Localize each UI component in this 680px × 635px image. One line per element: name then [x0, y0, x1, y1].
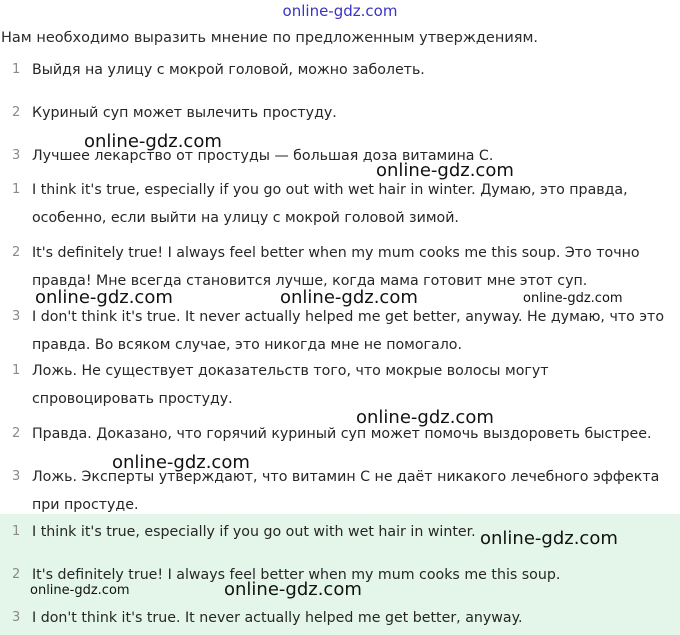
item-number: 1 — [12, 62, 21, 77]
item-text: I think it's true, especially if you go out with wet hair in winter. Думаю, это правда, особенно, если выйти на улицу с мокрой головой зимой. — [32, 182, 628, 226]
item-text: Ложь. Не существует доказательств того, что мокрые волосы могут спровоцировать простуду. — [32, 363, 549, 407]
watermark: online-gdz.com — [480, 528, 618, 549]
item-number: 3 — [12, 148, 21, 163]
item-number: 2 — [12, 426, 21, 441]
intro-text: Нам необходимо выразить мнение по предложенным утверждениям. — [1, 30, 539, 46]
watermark: online-gdz.com — [280, 287, 418, 308]
item-text: It's definitely true! I always feel better when my mum cooks me this soup. — [32, 567, 561, 583]
header-watermark: online-gdz.com — [282, 2, 398, 20]
watermark: online-gdz.com — [84, 131, 222, 152]
item-text: I don't think it's true. It never actually helped me get better, anyway. Не думаю, что это правда. Во всяком случае, это никогда мне не помогало. — [32, 309, 665, 353]
item-text: Правда. Доказано, что горячий куриный суп может помочь выздороветь быстрее. — [32, 426, 652, 442]
item-number: 1 — [12, 524, 21, 539]
watermark: online-gdz.com — [224, 579, 362, 600]
item-text: Куриный суп может вылечить простуду. — [32, 105, 337, 121]
item-number: 1 — [12, 182, 21, 197]
item-number: 2 — [12, 105, 21, 120]
item-text: Выйдя на улицу с мокрой головой, можно заболеть. — [32, 62, 425, 78]
item-text: I don't think it's true. It never actually helped me get better, anyway. — [32, 610, 523, 626]
item-text: It's definitely true! I always feel better when my mum cooks me this soup. Это точно правда! Мне всегда становится лучше, когда мама готовит мне этот суп. — [32, 245, 640, 289]
item-number: 2 — [12, 245, 21, 260]
item-number: 2 — [12, 567, 21, 582]
watermark: online-gdz.com — [356, 407, 494, 428]
watermark: online-gdz.com — [376, 160, 514, 181]
item-text: Лучшее лекарство от простуды — большая доза витамина С. — [32, 148, 494, 164]
watermark: online-gdz.com — [35, 287, 173, 308]
item-text: I think it's true, especially if you go out with wet hair in winter. — [32, 524, 476, 540]
item-text: Ложь. Эксперты утверждают, что витамин С не даёт никакого лечебного эффекта при простуде. — [32, 469, 660, 513]
watermark: online-gdz.com — [523, 291, 623, 306]
watermark: online-gdz.com — [30, 583, 130, 598]
item-number: 1 — [12, 363, 21, 378]
item-number: 3 — [12, 469, 21, 484]
watermark: online-gdz.com — [112, 452, 250, 473]
item-number: 3 — [12, 610, 21, 625]
item-number: 3 — [12, 309, 21, 324]
